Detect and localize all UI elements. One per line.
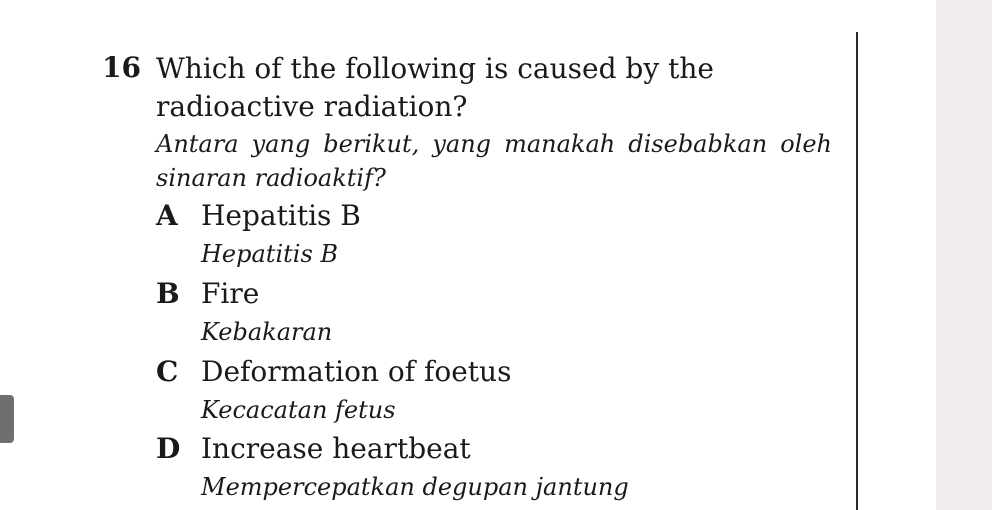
option-text-english: Deformation of foetus (201, 355, 512, 388)
option-text-malay: Kebakaran (201, 318, 333, 346)
page-border-line (856, 32, 858, 510)
option-text-english: Fire (201, 277, 260, 310)
option-text-malay: Kecacatan fetus (201, 396, 396, 424)
option-text-english: Hepatitis B (201, 199, 361, 232)
option-letter: A (156, 199, 178, 232)
question-number: 16 (102, 51, 141, 84)
option-letter: C (156, 355, 179, 388)
option-text-malay: Hepatitis B (201, 240, 339, 268)
option-text-malay: Mempercepatkan degupan jantung (201, 473, 629, 501)
option-letter: B (156, 277, 180, 310)
option-letter: D (156, 432, 181, 465)
option-text-english: Increase heartbeat (201, 432, 471, 465)
side-tab-handle[interactable] (0, 395, 14, 443)
question-text-malay: Antara yang berikut, yang manakah disebabkan oleh sinaran radioaktif? (156, 130, 832, 192)
right-margin-panel (936, 0, 992, 510)
question-text-english: Which of the following is caused by the radioactive radiation? (156, 52, 714, 123)
